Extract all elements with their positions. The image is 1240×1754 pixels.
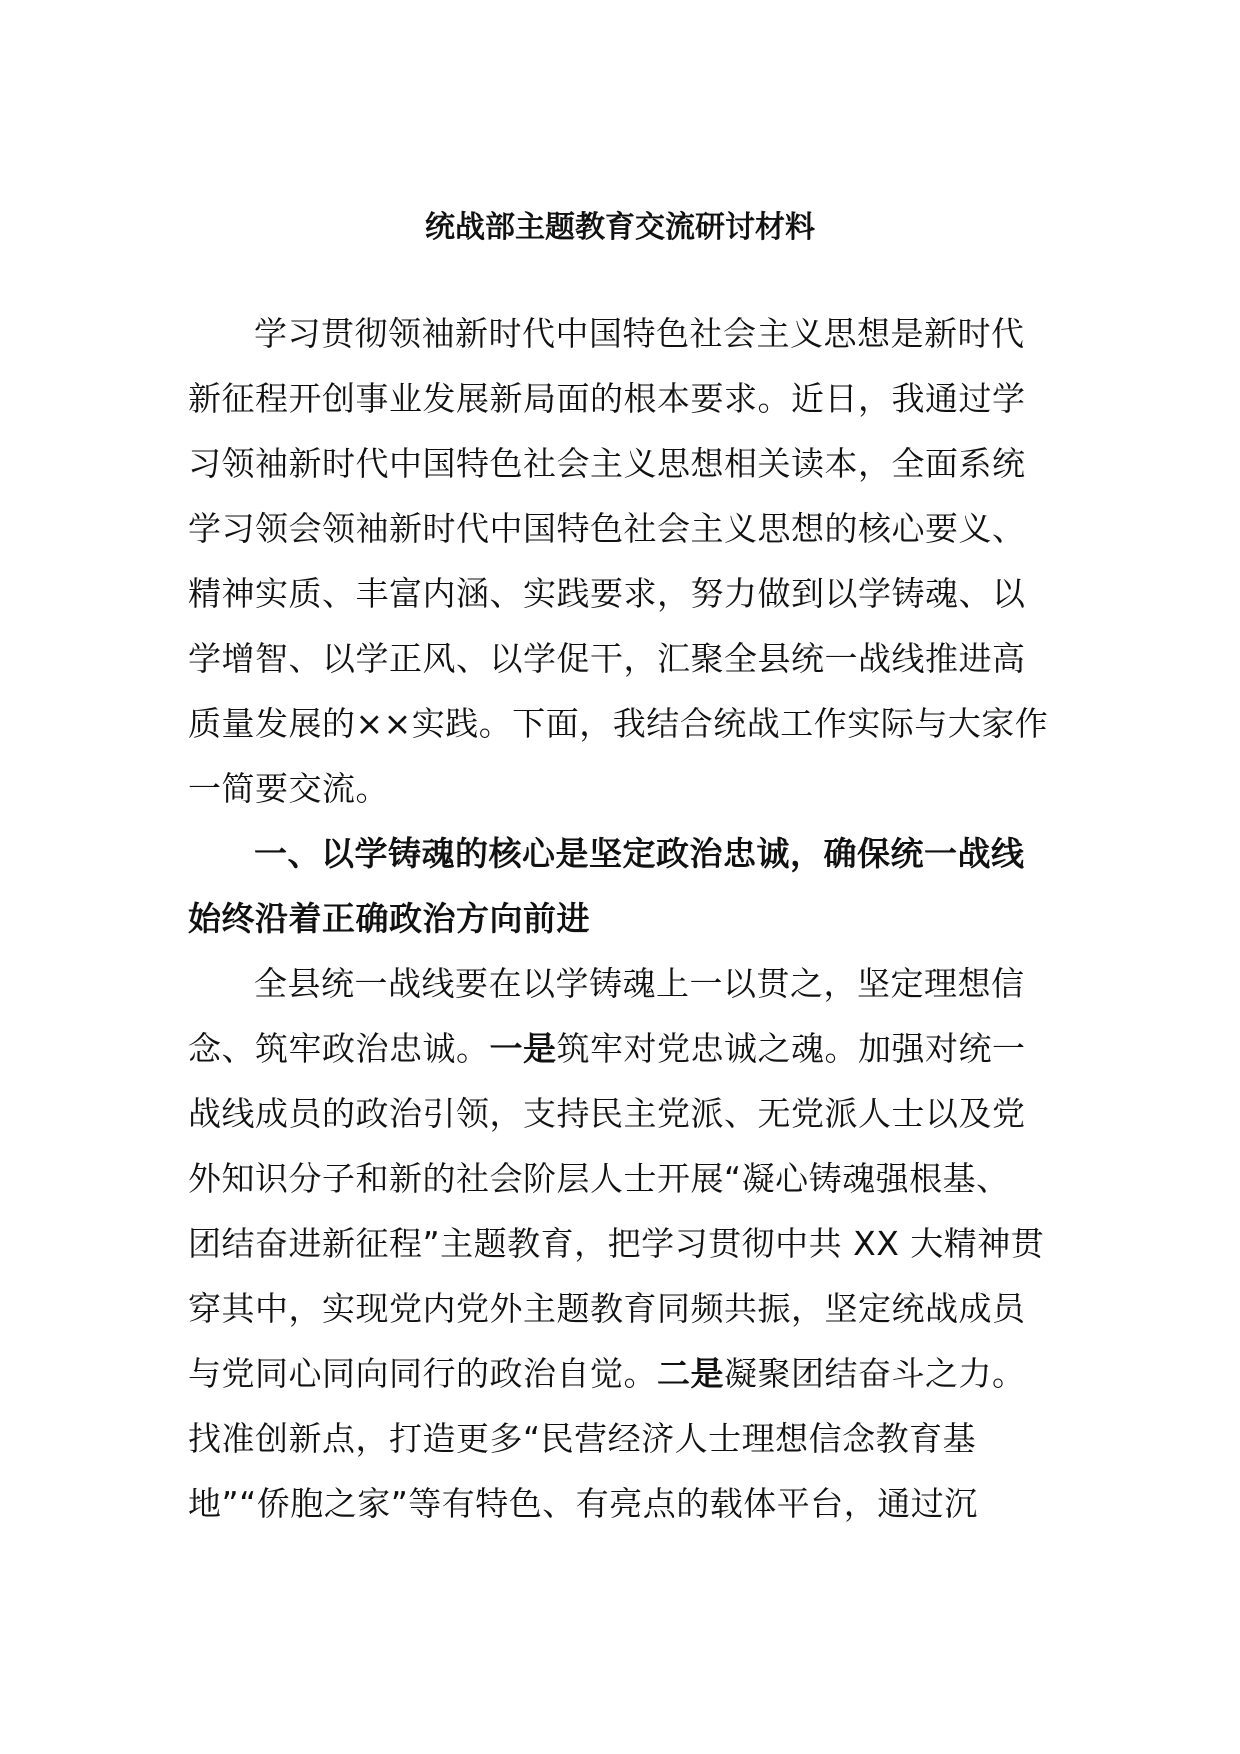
section-heading-line: 一、以学铸魂的核心是坚定政治忠诚，确保统一战线 [254, 834, 1025, 873]
paragraph-line: 学增智、以学正风、以学促干，汇聚全县统一战线推进高 [188, 639, 1026, 678]
bold-marker: 一是 [489, 1029, 557, 1068]
paragraph-line [188, 1016, 1058, 1081]
text-run: 念、筑牢政治忠诚。 [188, 1029, 490, 1068]
section-heading-line: 始终沿着正确政治方向前进 [188, 899, 590, 938]
text-run: 与党同心同向同行的政治自觉。 [188, 1354, 657, 1393]
document-body [188, 301, 1058, 1536]
paragraph-line: 精神实质、丰富内涵、实践要求，努力做到以学铸魂、以 [188, 574, 1026, 613]
paragraph-line: 学习领会领袖新时代中国特色社会主义思想的核心要义、 [188, 509, 1026, 548]
document-title: 统战部主题教育交流研讨材料 [425, 210, 815, 245]
text-run: 筑牢对党忠诚之魂。加强对统一 [556, 1029, 1026, 1068]
bold-marker: 二是 [657, 1354, 724, 1393]
paragraph-line: 新征程开创事业发展新局面的根本要求。近日，我通过学 [188, 379, 1026, 418]
paragraph-line: 一简要交流。 [188, 769, 389, 808]
text-run: 凝聚团结奋斗之力。 [724, 1354, 1026, 1393]
paragraph-line: 外知识分子和新的社会阶层人士开展“凝心铸魂强根基、 [188, 1159, 1010, 1198]
paragraph-line: 穿其中，实现党内党外主题教育同频共振，坚定统战成员 [188, 1289, 1026, 1328]
paragraph-line: 团结奋进新征程”主题教育，把学习贯彻中共 XX 大精神贯 [188, 1224, 1045, 1263]
paragraph-line: 习领袖新时代中国特色社会主义思想相关读本，全面系统 [188, 444, 1026, 483]
paragraph-line: 地”“侨胞之家”等有特色、有亮点的载体平台，通过沉 [188, 1484, 978, 1523]
paragraph-line: 战线成员的政治引领，支持民主党派、无党派人士以及党 [188, 1094, 1026, 1133]
paragraph-line [188, 1341, 1058, 1406]
paragraph-line: 质量发展的××实践。下面，我结合统战工作实际与大家作 [188, 704, 1049, 743]
paragraph-line: 学习贯彻领袖新时代中国特色社会主义思想是新时代 [254, 314, 1025, 353]
paragraph-line: 全县统一战线要在以学铸魂上一以贯之，坚定理想信 [254, 964, 1025, 1003]
paragraph-line: 找准创新点，打造更多“民营经济人士理想信念教育基 [188, 1419, 977, 1458]
